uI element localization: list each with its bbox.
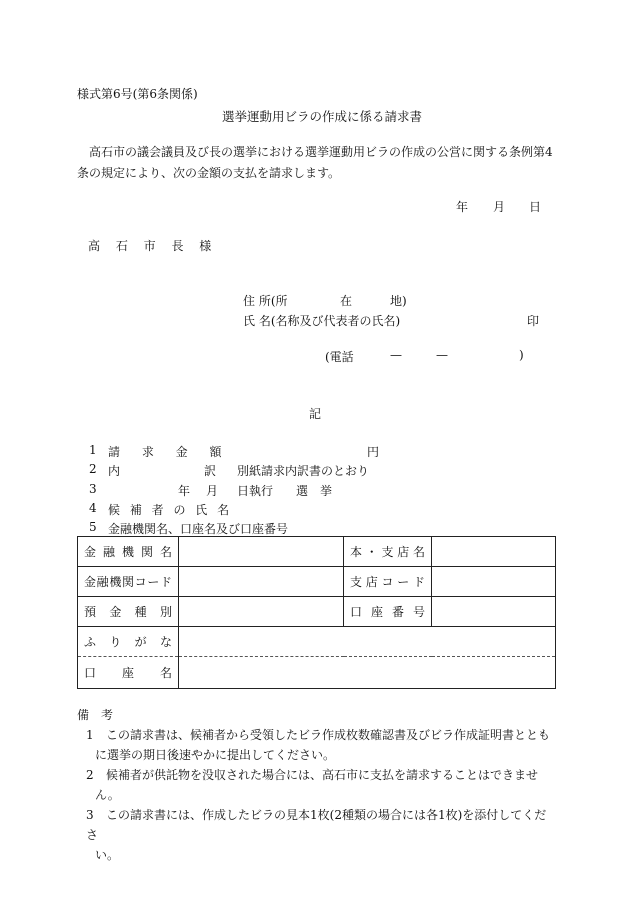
- account-name-field[interactable]: [179, 657, 556, 689]
- addressee: 高 石 市 長 様: [88, 239, 218, 253]
- account-number-label: 口座番号: [344, 597, 432, 627]
- branch-name-field[interactable]: [432, 537, 556, 567]
- bank-account-table: [77, 536, 556, 689]
- note-1: [86, 725, 554, 765]
- item-4-num: 4: [89, 501, 97, 515]
- item-1-num: 1: [89, 443, 97, 457]
- date-year: 年: [456, 200, 469, 214]
- document-title: 選挙運動用ビラの作成に係る請求書: [222, 109, 423, 124]
- item-5-num: 5: [89, 520, 97, 534]
- item-1-value: 円: [367, 445, 380, 459]
- phone-close: ): [519, 348, 524, 362]
- item-2-label-b: 訳: [204, 464, 217, 478]
- item-5-label: 金融機関名、口座名及び口座番号: [108, 522, 289, 536]
- deposit-type-field[interactable]: [179, 597, 344, 627]
- note-1-line-2: に選挙の期日後速やかに提出してください。: [95, 748, 336, 762]
- seal-mark: 印: [527, 314, 540, 328]
- item-3-day-exec: 日執行: [237, 484, 274, 498]
- item-2-num: 2: [89, 462, 97, 476]
- note-2-line-1: 候補者が供託物を没収された場合には、高石市に支払を請求することはできませ: [106, 768, 539, 782]
- furigana-label: ふりがな: [78, 627, 179, 657]
- item-3-month: 月: [206, 484, 219, 498]
- table-row: [78, 567, 556, 597]
- date-day: 日: [529, 200, 542, 214]
- address-label: 住 所(所: [243, 294, 288, 308]
- form-number: 様式第6号(第6条関係): [77, 87, 198, 101]
- item-3-election: 選 挙: [296, 484, 333, 498]
- bank-code-field[interactable]: [179, 567, 344, 597]
- notes-title: 備 考: [77, 708, 114, 722]
- bank-name-label: 金融機関名: [78, 537, 179, 567]
- note-1-line-1: この請求書は、候補者から受領したビラ作成枚数確認書及びビラ作成証明書ととも: [106, 728, 551, 742]
- phone-dash-1: —: [390, 348, 402, 362]
- item-2-value: 別紙請求内訳書のとおり: [237, 464, 370, 478]
- note-2: [86, 765, 554, 805]
- branch-code-label: 支店コード: [344, 567, 432, 597]
- note-3-line-1: この請求書には、作成したビラの見本1枚(2種類の場合には各1枚)を添付してくださ: [86, 808, 547, 842]
- table-row: [78, 597, 556, 627]
- ki-heading: 記: [309, 407, 322, 421]
- address-mid: 在: [340, 294, 353, 308]
- name-label: 氏 名(名称及び代表者の氏名): [243, 314, 401, 328]
- branch-code-field[interactable]: [432, 567, 556, 597]
- item-2-label-a: 内: [108, 464, 121, 478]
- note-2-num: 2: [86, 768, 94, 782]
- note-3: [86, 805, 554, 865]
- note-2-line-2: ん。: [95, 788, 120, 802]
- item-3-num: 3: [89, 482, 97, 496]
- note-3-line-2: い。: [95, 848, 120, 862]
- bank-code-label: 金融機関コード: [78, 567, 179, 597]
- address-end: 地): [390, 294, 407, 308]
- table-row: [78, 657, 556, 689]
- intro-line-1: 高石市の議会議員及び長の選挙における選挙運動用ビラの作成の公営に関する条例第4: [89, 145, 553, 159]
- item-4-label: 候 補 者 の 氏 名: [108, 503, 233, 517]
- note-3-num: 3: [86, 808, 94, 822]
- furigana-field[interactable]: [179, 627, 556, 657]
- table-row: [78, 537, 556, 567]
- deposit-type-label: 預金種別: [78, 597, 179, 627]
- item-1-label: 請 求 金 額: [108, 445, 231, 459]
- bank-name-field[interactable]: [179, 537, 344, 567]
- account-number-field[interactable]: [432, 597, 556, 627]
- account-name-label: 口座名: [78, 657, 179, 689]
- branch-name-label: 本・支店名: [344, 537, 432, 567]
- note-1-num: 1: [86, 728, 94, 742]
- intro-line-2: 条の規定により、次の金額の支払を請求します。: [77, 166, 341, 180]
- table-row: [78, 627, 556, 657]
- item-3-year: 年: [178, 484, 191, 498]
- phone-open: (電話: [325, 350, 354, 364]
- phone-dash-2: —: [436, 348, 448, 362]
- date-month: 月: [493, 200, 506, 214]
